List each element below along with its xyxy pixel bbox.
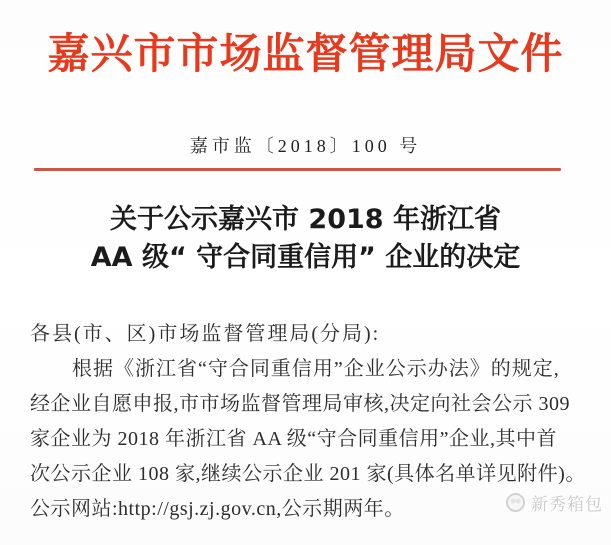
document-title bbox=[0, 201, 611, 277]
watermark-label: 新秀箱包 bbox=[531, 495, 603, 515]
body-line: 经企业自愿申报,市市场监督管理局审核,决定向社会公示 309 bbox=[30, 393, 570, 415]
body-line: 次公示企业 108 家,继续公示企业 201 家(具体名单详见附件)。 bbox=[30, 463, 586, 485]
agency-header-title: 嘉兴市市场监督管理局文件 bbox=[47, 29, 564, 78]
circle-logo-icon bbox=[506, 493, 525, 512]
document-number: 嘉市监〔2018〕100 号 bbox=[189, 136, 422, 156]
document-body bbox=[30, 317, 587, 527]
document-title-line-1: 关于公示嘉兴市 2018 年浙江省 bbox=[110, 204, 501, 235]
body-line-publicity-website: 公示网站:http://gsj.zj.gov.cn,公示期两年。 bbox=[30, 498, 405, 520]
salutation-line: 各县(市、区)市场监督管理局(分局): bbox=[30, 323, 381, 345]
red-divider-line bbox=[34, 168, 561, 171]
watermark bbox=[506, 490, 603, 515]
document-title-line-2: AA 级“ 守合同重信用” 企业的决定 bbox=[90, 242, 521, 273]
body-line: 家企业为 2018 年浙江省 AA 级“守合同重信用”企业,其中首 bbox=[30, 428, 558, 450]
body-line: 根据《浙江省“守合同重信用”企业公示办法》的规定, bbox=[72, 358, 560, 380]
